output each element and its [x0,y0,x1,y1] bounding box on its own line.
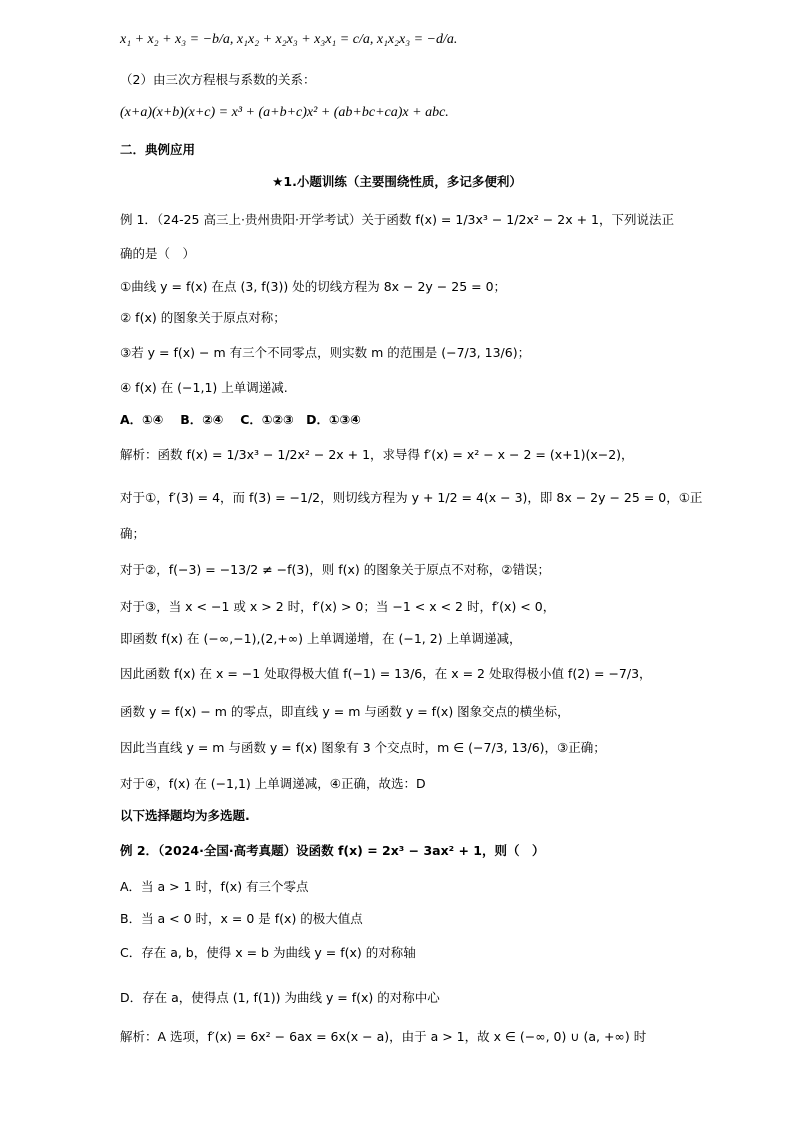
example-1-stem-cont: 确的是（ ） [120,246,196,261]
sub-2-heading: （2）由三次方程根与系数的关系： [120,72,316,87]
cubic-expansion: (x+a)(x+b)(x+c) = x³ + (a+b+c)x² + (ab+bc+ca)x + abc. [120,105,449,120]
solution-line: 对于①，f′(3) = 4，而 f(3) = −1/2，则切线方程为 y + 1/2 = 4(x − 3)，即 8x − 2y − 25 = 0，①正 [120,490,703,505]
solution-line: 即函数 f(x) 在 (−∞,−1),(2,+∞) 上单调递增，在 (−1, 2) 上单调递减， [120,631,522,646]
solution-line: 对于③，当 x < −1 或 x > 2 时，f′(x) > 0；当 −1 < x < 2 时，f′(x) < 0， [120,599,556,614]
example-2-stem: 例 2．（2024·全国·高考真题）设函数 f(x) = 2x³ − 3ax² + 1，则（ ） [120,843,545,858]
solution-line: 确； [120,526,146,541]
example-2-option-c: C．存在 a, b，使得 x = b 为曲线 y = f(x) 的对称轴 [120,945,416,960]
vieta-formulas: x₁ + x₂ + x₃ = −b/a, x₁x₂ + x₂x₃ + x₃x₁ = c/a, x₁x₂x₃ = −d/a. [120,32,458,47]
example-2-option-a: A．当 a > 1 时，f(x) 有三个零点 [120,879,309,894]
solution-line: 解析：函数 f(x) = 1/3x³ − 1/2x² − 2x + 1，求导得 f′(x) = x² − x − 2 = (x+1)(x−2)， [120,447,634,462]
example-1-choices: A．①④ B．②④ C．①②③ D．①③④ [120,412,361,427]
example-1-stem: 例 1．（24-25 高三上·贵州贵阳·开学考试）关于函数 f(x) = 1/3x³ − 1/2x² − 2x + 1，下列说法正 [120,212,674,227]
multi-choice-note: 以下选择题均为多选题. [120,808,250,823]
example-2-solution: 解析：A 选项，f′(x) = 6x² − 6ax = 6x(x − a)，由于 a > 1，故 x ∈ (−∞, 0) ∪ (a, +∞) 时 [120,1029,647,1044]
solution-line: 函数 y = f(x) − m 的零点，即直线 y = m 与函数 y = f(x) 图象交点的横坐标， [120,704,570,719]
subsection-heading: ★1.小题训练（主要围绕性质，多记多便利） [272,174,522,189]
example-2-option-d: D．存在 a，使得点 (1, f(1)) 为曲线 y = f(x) 的对称中心 [120,990,440,1005]
solution-line: 对于②，f(−3) = −13/2 ≠ −f(3)，则 f(x) 的图象关于原点不对称，②错误； [120,562,550,577]
example-1-statement-4: ④ f(x) 在 (−1,1) 上单调递减. [120,380,288,395]
solution-line: 对于④，f(x) 在 (−1,1) 上单调递减，④正确，故选：D [120,776,426,791]
example-1-statement-2: ② f(x) 的图象关于原点对称； [120,310,286,325]
section-2-heading: 二．典例应用 [120,142,196,157]
solution-line: 因此当直线 y = m 与函数 y = f(x) 图象有 3 个交点时，m ∈ (−7/3, 13/6)，③正确； [120,740,606,755]
example-2-option-b: B．当 a < 0 时，x = 0 是 f(x) 的极大值点 [120,911,363,926]
example-1-statement-1: ①曲线 y = f(x) 在点 (3, f(3)) 处的切线方程为 8x − 2y − 25 = 0； [120,279,507,294]
example-1-statement-3: ③若 y = f(x) − m 有三个不同零点，则实数 m 的范围是 (−7/3, 13/6)； [120,345,531,360]
solution-line: 因此函数 f(x) 在 x = −1 处取得极大值 f(−1) = 13/6，在 x = 2 处取得极小值 f(2) = −7/3， [120,666,652,681]
